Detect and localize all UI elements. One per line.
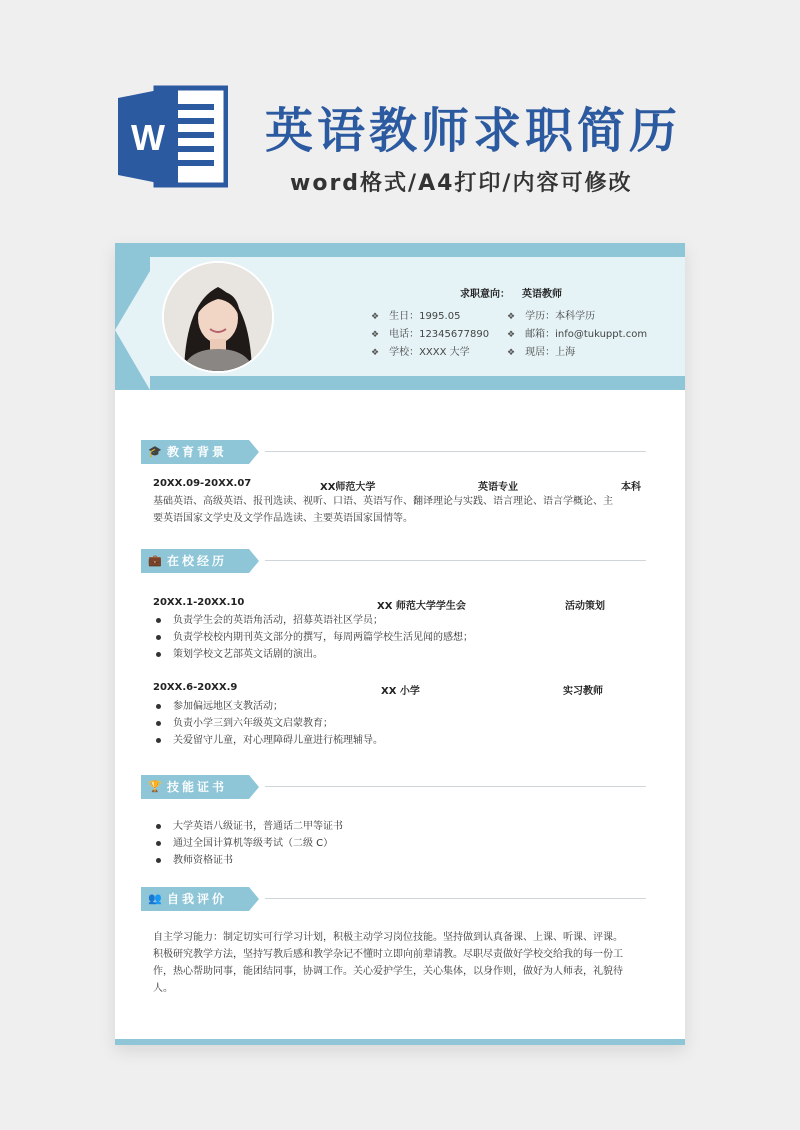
section-title: 教育背景 (167, 445, 228, 459)
campus-item-bullets (153, 612, 473, 663)
diamond-bullet-icon: ❖ (371, 348, 380, 358)
section-skills-header (141, 775, 646, 799)
section-education-header (141, 440, 646, 464)
section-divider (265, 451, 646, 452)
profile-photo (162, 261, 274, 373)
trophy-icon: 🏆 (148, 780, 162, 793)
info-education: ❖ 学历：本科学历 (507, 311, 596, 322)
list-item: 策划学校文艺部英文话剧的演出。 (153, 646, 473, 663)
campus-item-bullets (153, 698, 383, 749)
campus-item-org: XX 师范大学学生会 (377, 601, 466, 612)
skills-bullets (153, 818, 343, 869)
section-title: 在校经历 (167, 554, 228, 568)
diamond-bullet-icon: ❖ (371, 312, 380, 322)
job-objective-value: 英语教师 (522, 289, 562, 300)
education-courses: 基础英语、高级英语、报刊选读、视听、口语、英语写作、翻译理论与实践、语言理论、语言学概论、主 要英语国家文学史及文学作品选读、主要英语国家国情等。 (153, 496, 613, 524)
diamond-bullet-icon: ❖ (507, 330, 516, 340)
list-item: 大学英语八级证书，普通话二甲等证书 (153, 818, 343, 835)
campus-item-role: 实习教师 (563, 686, 603, 697)
info-residence: ❖ 现居：上海 (507, 347, 576, 358)
diamond-bullet-icon: ❖ (507, 348, 516, 358)
diamond-bullet-icon: ❖ (371, 330, 380, 340)
users-icon: 👥 (148, 892, 162, 905)
education-school: XX师范大学 (320, 482, 376, 493)
list-item: 教师资格证书 (153, 852, 343, 869)
banner-subtitle: word格式/A4打印/内容可修改 (290, 171, 633, 196)
briefcase-icon: 💼 (148, 554, 162, 567)
info-birthday: ❖ 生日：1995.05 (371, 311, 461, 322)
word-document-icon (118, 84, 228, 189)
section-title: 技能证书 (167, 780, 228, 794)
campus-item-period: 20XX.1-20XX.10 (153, 597, 245, 608)
word-icon-letter: W (131, 117, 165, 158)
campus-item-org: XX 小学 (381, 686, 420, 697)
section-self-eval-header (141, 887, 646, 911)
banner-title: 英语教师求职简历 (265, 103, 682, 159)
section-campus-header (141, 549, 646, 573)
list-item: 负责学校校内期刊英文部分的撰写，每周两篇学校生活见闻的感想； (153, 629, 473, 646)
section-divider (265, 560, 646, 561)
resume-sheet (115, 243, 685, 1045)
list-item: 负责小学三到六年级英文启蒙教育； (153, 715, 383, 732)
education-period: 20XX.09-20XX.07 (153, 478, 252, 489)
self-eval-text: 自主学习能力：制定切实可行学习计划，积极主动学习岗位技能。坚持做到认真备课、上课、听课、评课。 积极研究教学方法，坚持写教后感和教学杂记不懂时立即向前辈请教。尽职尽责做好学校交给我的每一份工 作，热心帮助同事，能团结同事，协调工作。关心爱护学生，关心集体，以身作则，做好为人师表，礼貌待 人。 (153, 932, 623, 994)
list-item: 关爱留守儿童，对心理障碍儿童进行梳理辅导。 (153, 732, 383, 749)
info-phone: ❖ 电话：12345677890 (371, 329, 490, 340)
portrait-image (164, 263, 272, 371)
campus-item-role: 活动策划 (565, 601, 605, 612)
job-objective (460, 285, 562, 300)
profile-header (115, 243, 685, 390)
section-divider (265, 898, 646, 899)
graduation-cap-icon: 🎓 (148, 445, 162, 458)
list-item: 通过全国计算机等级考试（二级 C） (153, 835, 343, 852)
section-title: 自我评价 (167, 892, 228, 906)
resume-footer-band (115, 1039, 685, 1045)
list-item: 负责学生会的英语角活动，招募英语社区学员； (153, 612, 473, 629)
campus-item-period: 20XX.6-20XX.9 (153, 682, 238, 693)
info-school: ❖ 学校：XXXX 大学 (371, 347, 470, 358)
diamond-bullet-icon: ❖ (507, 312, 516, 322)
section-divider (265, 786, 646, 787)
info-email: ❖ 邮箱：info@tukuppt.com (507, 329, 648, 340)
list-item: 参加偏远地区支教活动； (153, 698, 383, 715)
education-major: 英语专业 (478, 482, 518, 493)
job-objective-label: 求职意向： (460, 289, 510, 300)
education-degree: 本科 (621, 482, 641, 493)
